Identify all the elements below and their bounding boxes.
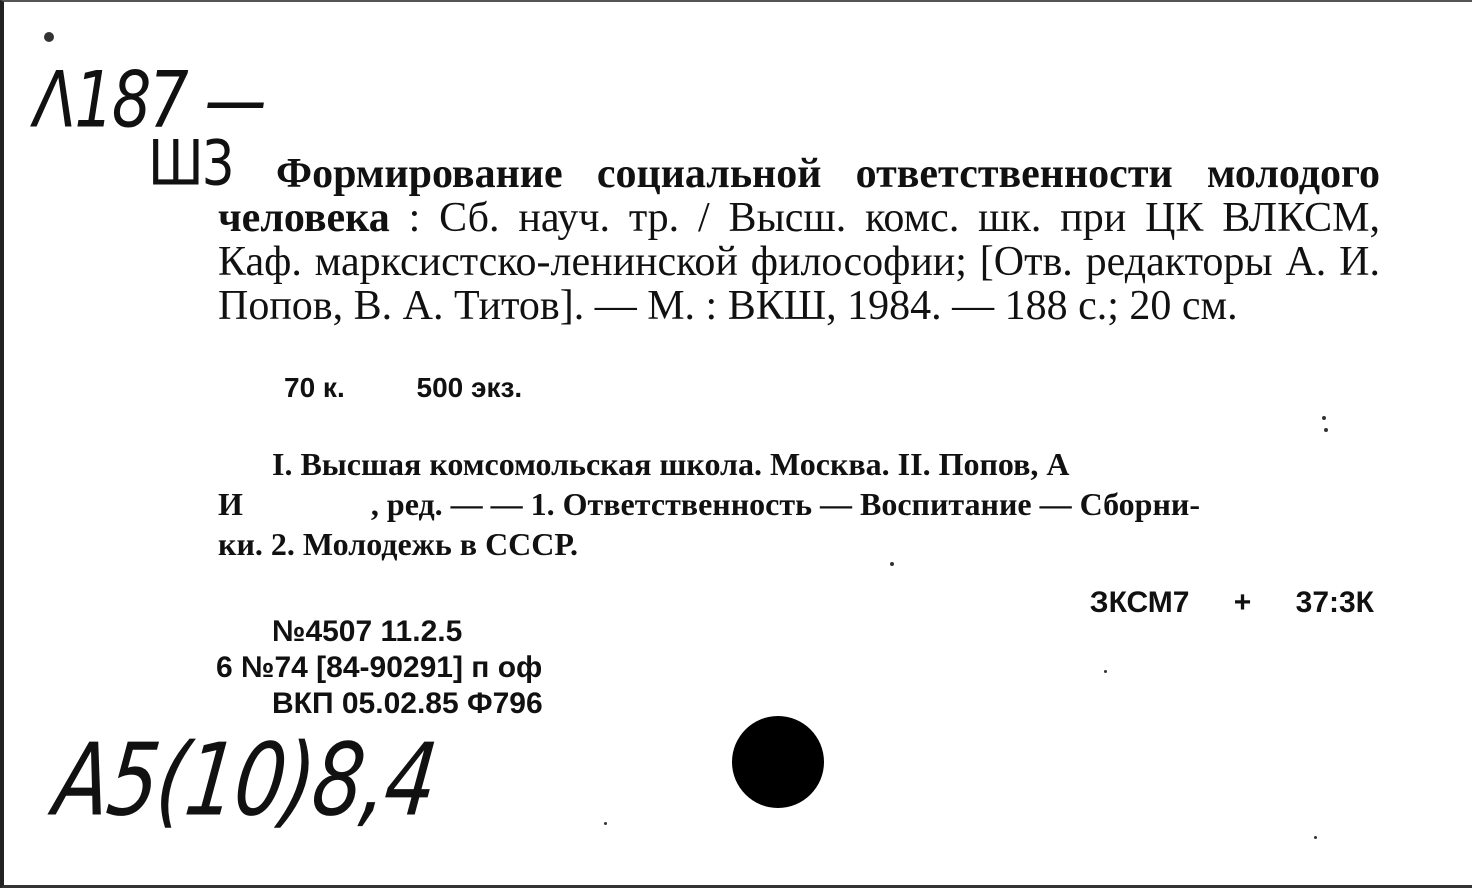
noise-speck — [890, 562, 894, 566]
price: 70 к. — [284, 372, 345, 403]
tracings — [218, 444, 1378, 564]
tracing-line: I. Высшая комсомольская школа. Москва. II. Попов, А — [272, 446, 1070, 482]
copies: 500 экз. — [416, 372, 523, 403]
card-punch-hole — [732, 716, 824, 808]
service-info — [216, 614, 543, 722]
classification-code: ЗКСМ7 + 37:3К — [1089, 586, 1374, 619]
noise-speck — [1314, 836, 1317, 839]
noise-speck — [1324, 428, 1328, 432]
handwritten-shelf-mark: Λ187 — — [34, 54, 265, 146]
title-rest: : Сб. науч. тр. / Высш. комс. шк. при ЦК ВЛКСМ, Каф. марксистско-ленинской философии; [Отв. редакторы А. И. Попов, В. А. Титов]. — М. : ВКШ, 1984. — 188 с.; 20 см. — [218, 195, 1380, 329]
noise-speck — [604, 822, 607, 825]
handwritten-author-mark: Ш3 — [148, 128, 233, 200]
noise-speck — [1104, 670, 1107, 673]
service-line: 6 №74 [84-90291] п оф — [216, 651, 543, 684]
tracing-line: И , ред. — — 1. Ответственность — Воспитание — Сборни- — [218, 486, 1200, 522]
handwritten-classification: А5(10)8,4 — [48, 722, 442, 839]
noise-speck — [1322, 416, 1326, 420]
tracing-line: ки. 2. Молодежь в СССР. — [218, 526, 578, 562]
title-lead: Формирование социальной ответственности молодого человека — [218, 151, 1380, 241]
price-line — [284, 372, 586, 404]
service-line: №4507 11.2.5 — [272, 615, 463, 648]
service-line: ВКП 05.02.85 Ф796 — [272, 687, 543, 720]
bibliographic-description — [218, 152, 1380, 328]
noise-speck — [44, 32, 54, 42]
